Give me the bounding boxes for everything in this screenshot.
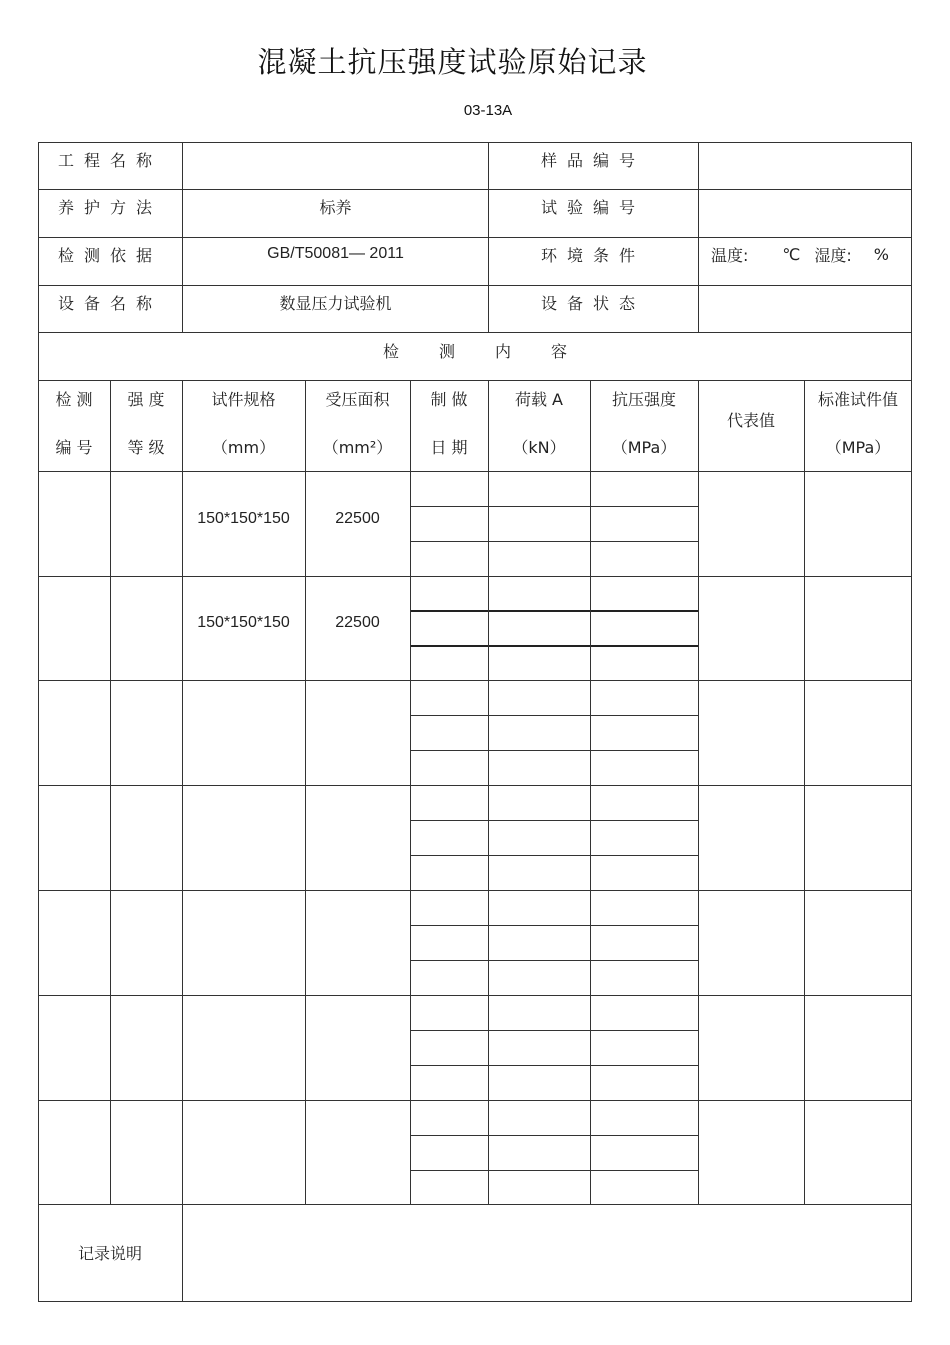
section-title: 检测内容 [382,341,607,361]
equipment-value: 数显压力试验机 [279,293,392,313]
test-no-field[interactable] [699,189,911,237]
col-test-no-line1: 检 测 [55,389,93,409]
remarks-field[interactable] [183,1205,911,1301]
col-strength-line1: 抗压强度 [611,389,676,409]
humidity-unit: % [873,244,889,264]
env-label: 环境条件 [540,245,645,265]
col-test-no-line2: 编 号 [55,437,93,457]
group2-spec: 150*150*150 [197,614,290,631]
test-no-label: 试验编号 [540,197,645,217]
env-conditions [699,237,911,271]
col-grade-line2: 等 级 [127,437,165,457]
col-representative: 代表值 [726,410,775,430]
group2-area: 22500 [335,614,380,631]
col-area-line1: 受压面积 [325,389,390,409]
temp-unit: ℃ [782,244,801,264]
col-area-line2: （mm²） [322,437,393,457]
col-grade-line1: 强 度 [127,389,165,409]
temp-label: 温度: [711,245,749,265]
col-standard-value-line2: （MPa） [825,437,891,457]
col-load-line2: （kN） [512,437,566,457]
humidity-label: 湿度: [814,245,852,265]
project-name-label: 工程名称 [57,150,162,170]
standard-label: 检测依据 [57,245,162,265]
equipment-label: 设备名称 [57,293,162,313]
remarks-label: 记录说明 [77,1244,142,1263]
standard-value: GB/T50081— 2011 [267,245,404,262]
group1-area: 22500 [335,510,380,527]
col-spec-line1: 试件规格 [211,389,276,409]
form-code: 03-13A [463,102,513,119]
col-strength-line2: （MPa） [611,437,677,457]
group1-spec: 150*150*150 [197,510,290,527]
col-spec-line2: （mm） [211,437,276,457]
project-name-field[interactable] [183,142,488,189]
sample-no-label: 样品编号 [540,150,645,170]
col-date-line2: 日 期 [430,437,468,457]
curing-method-label: 养护方法 [57,197,162,217]
record-table [38,142,912,1302]
equipment-status-field[interactable] [699,285,911,332]
col-standard-value-line1: 标准试件值 [817,389,898,409]
col-date-line1: 制 做 [430,389,468,409]
curing-method-value: 标养 [319,197,352,217]
page-title: 混凝土抗压强度试验原始记录 [257,45,648,79]
equipment-status-label: 设备状态 [540,293,645,313]
sample-no-field[interactable] [699,142,911,189]
col-load-line1: 荷载 A [514,389,564,409]
